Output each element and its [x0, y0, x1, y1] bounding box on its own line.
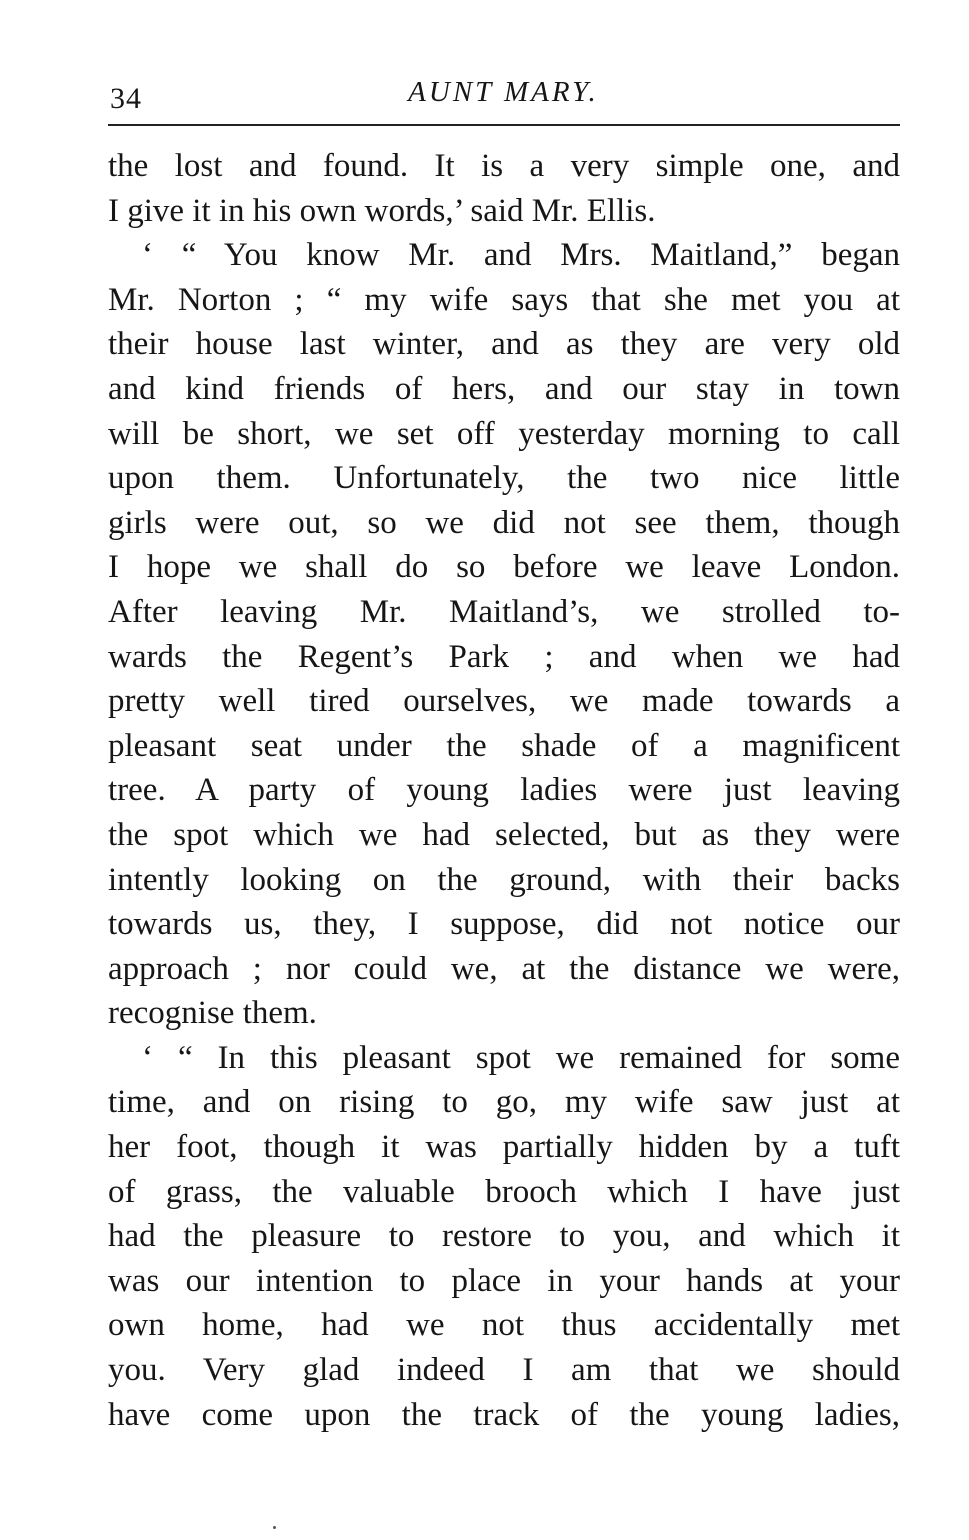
text-line: time, and on rising to go, my wife saw just at	[108, 1084, 900, 1121]
text-line: you. Very glad indeed I am that we should	[108, 1352, 900, 1389]
text-line: of grass, the valuable brooch which I have just	[108, 1173, 900, 1210]
text-line: her foot, though it was partially hidden by a tuft	[108, 1129, 900, 1166]
text-line: ‘ “ You know Mr. and Mrs. Maitland,” began	[142, 237, 900, 274]
text-line: wards the Regent’s Park ; and when we had	[108, 638, 900, 675]
running-head: AUNT MARY.	[408, 76, 599, 108]
text-line: After leaving Mr. Maitland’s, we strolled to-	[108, 593, 900, 630]
ink-speck	[273, 1526, 276, 1529]
text-line: pretty well tired ourselves, we made towards a	[108, 683, 900, 720]
text-line: recognise them.	[108, 995, 317, 1032]
text-line: approach ; nor could we, at the distance we were,	[108, 950, 900, 987]
text-line: upon them. Unfortunately, the two nice little	[108, 460, 900, 497]
text-line: intently looking on the ground, with their backs	[108, 861, 900, 898]
text-line: the spot which we had selected, but as they were	[108, 816, 900, 853]
page-number: 34	[110, 82, 142, 115]
text-line: girls were out, so we did not see them, though	[108, 504, 900, 541]
text-line: pleasant seat under the shade of a magnificent	[108, 727, 900, 764]
text-line: tree. A party of young ladies were just leaving	[108, 772, 900, 809]
text-line: towards us, they, I suppose, did not notice our	[108, 906, 900, 943]
text-line: their house last winter, and as they are very old	[108, 326, 900, 363]
text-line: I give it in his own words,’ said Mr. Ellis.	[108, 192, 656, 229]
text-line: have come upon the track of the young ladies,	[108, 1396, 900, 1433]
text-line: the lost and found. It is a very simple one, and	[108, 148, 900, 184]
text-line: own home, had we not thus accidentally met	[108, 1307, 900, 1344]
text-line: Mr. Norton ; “ my wife says that she met you at	[108, 281, 900, 318]
header-rule	[108, 124, 900, 126]
text-line: ‘ “ In this pleasant spot we remained for some	[142, 1039, 900, 1076]
text-line: will be short, we set off yesterday morning to call	[108, 415, 900, 452]
text-line: and kind friends of hers, and our stay in town	[108, 370, 900, 407]
body-text	[108, 144, 900, 1437]
text-line: I hope we shall do so before we leave London.	[108, 549, 900, 586]
text-line: was our intention to place in your hands at your	[108, 1262, 900, 1299]
text-line: had the pleasure to restore to you, and which it	[108, 1218, 900, 1255]
